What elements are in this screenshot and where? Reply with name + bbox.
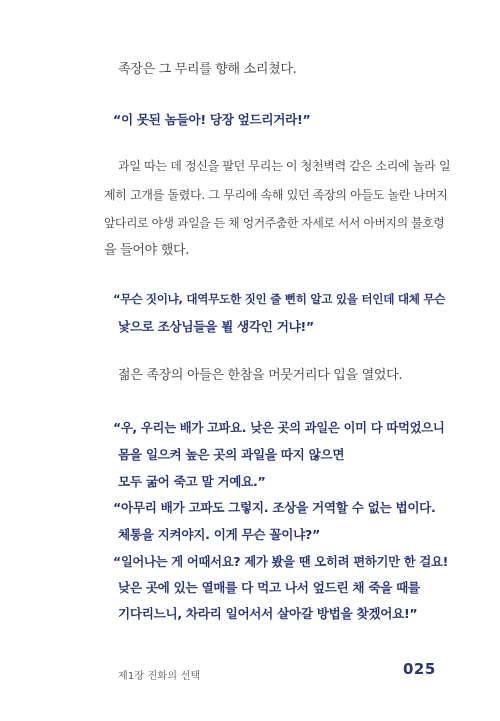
dialogue-line: “이 못된 놈들아! 당장 엎드리거라!” xyxy=(113,112,311,127)
dialogue-line: 몸을 일으켜 높은 곳의 과일을 따지 않으면 xyxy=(118,447,345,462)
chapter-running-footer: 제1장 진화의 선택 xyxy=(118,671,201,682)
page-number: 025 xyxy=(403,660,436,678)
dialogue-line: 낯으로 조상님들을 뵐 생각인 거냐!” xyxy=(118,319,314,334)
narration-line: 제히 고개를 돌렸다. 그 무리에 속해 있던 족장의 아들도 놀란 나머지 xyxy=(104,188,448,202)
dialogue-line: 기다리느니, 차라리 일어서서 살아갈 방법을 찾겠어요!” xyxy=(118,606,418,621)
dialogue-line: 모두 굶어 죽고 말 거예요.” xyxy=(118,474,266,489)
dialogue-line: 체통을 지켜야지. 이게 무슨 꼴이냐?” xyxy=(118,527,320,542)
dialogue-line: “무슨 짓이냐, 대역무도한 짓인 줄 뻔히 알고 있을 터인데 대체 무슨 xyxy=(113,292,446,306)
dialogue-line: “일어나는 게 어때서요? 제가 봤을 땐 오히려 편하기만 한 걸요! xyxy=(113,555,448,569)
dialogue-line: 낮은 곳에 있는 열매를 다 먹고 나서 엎드린 채 죽을 때를 xyxy=(118,580,420,595)
narration-line: 을 들어야 했다. xyxy=(104,243,190,258)
dialogue-line: “우, 우리는 배가 고파요. 낮은 곳의 과일은 이미 다 따먹었으니 xyxy=(113,421,445,435)
narration-line: 족장은 그 무리를 향해 소리쳤다. xyxy=(118,62,297,77)
dialogue-line: “아무리 배가 고파도 그렇지. 조상을 거역할 수 없는 법이다. xyxy=(113,500,436,515)
narration-line: 앞다리로 야생 과일을 든 채 엉거주춤한 자세로 서서 아버지의 불호령 xyxy=(104,216,445,230)
narration-line: 젊은 족장의 아들은 한참을 머뭇거리다 입을 열었다. xyxy=(118,368,403,383)
narration-line: 과일 따는 데 정신을 팔던 무리는 이 청천벽력 같은 소리에 놀라 일 xyxy=(118,159,451,173)
